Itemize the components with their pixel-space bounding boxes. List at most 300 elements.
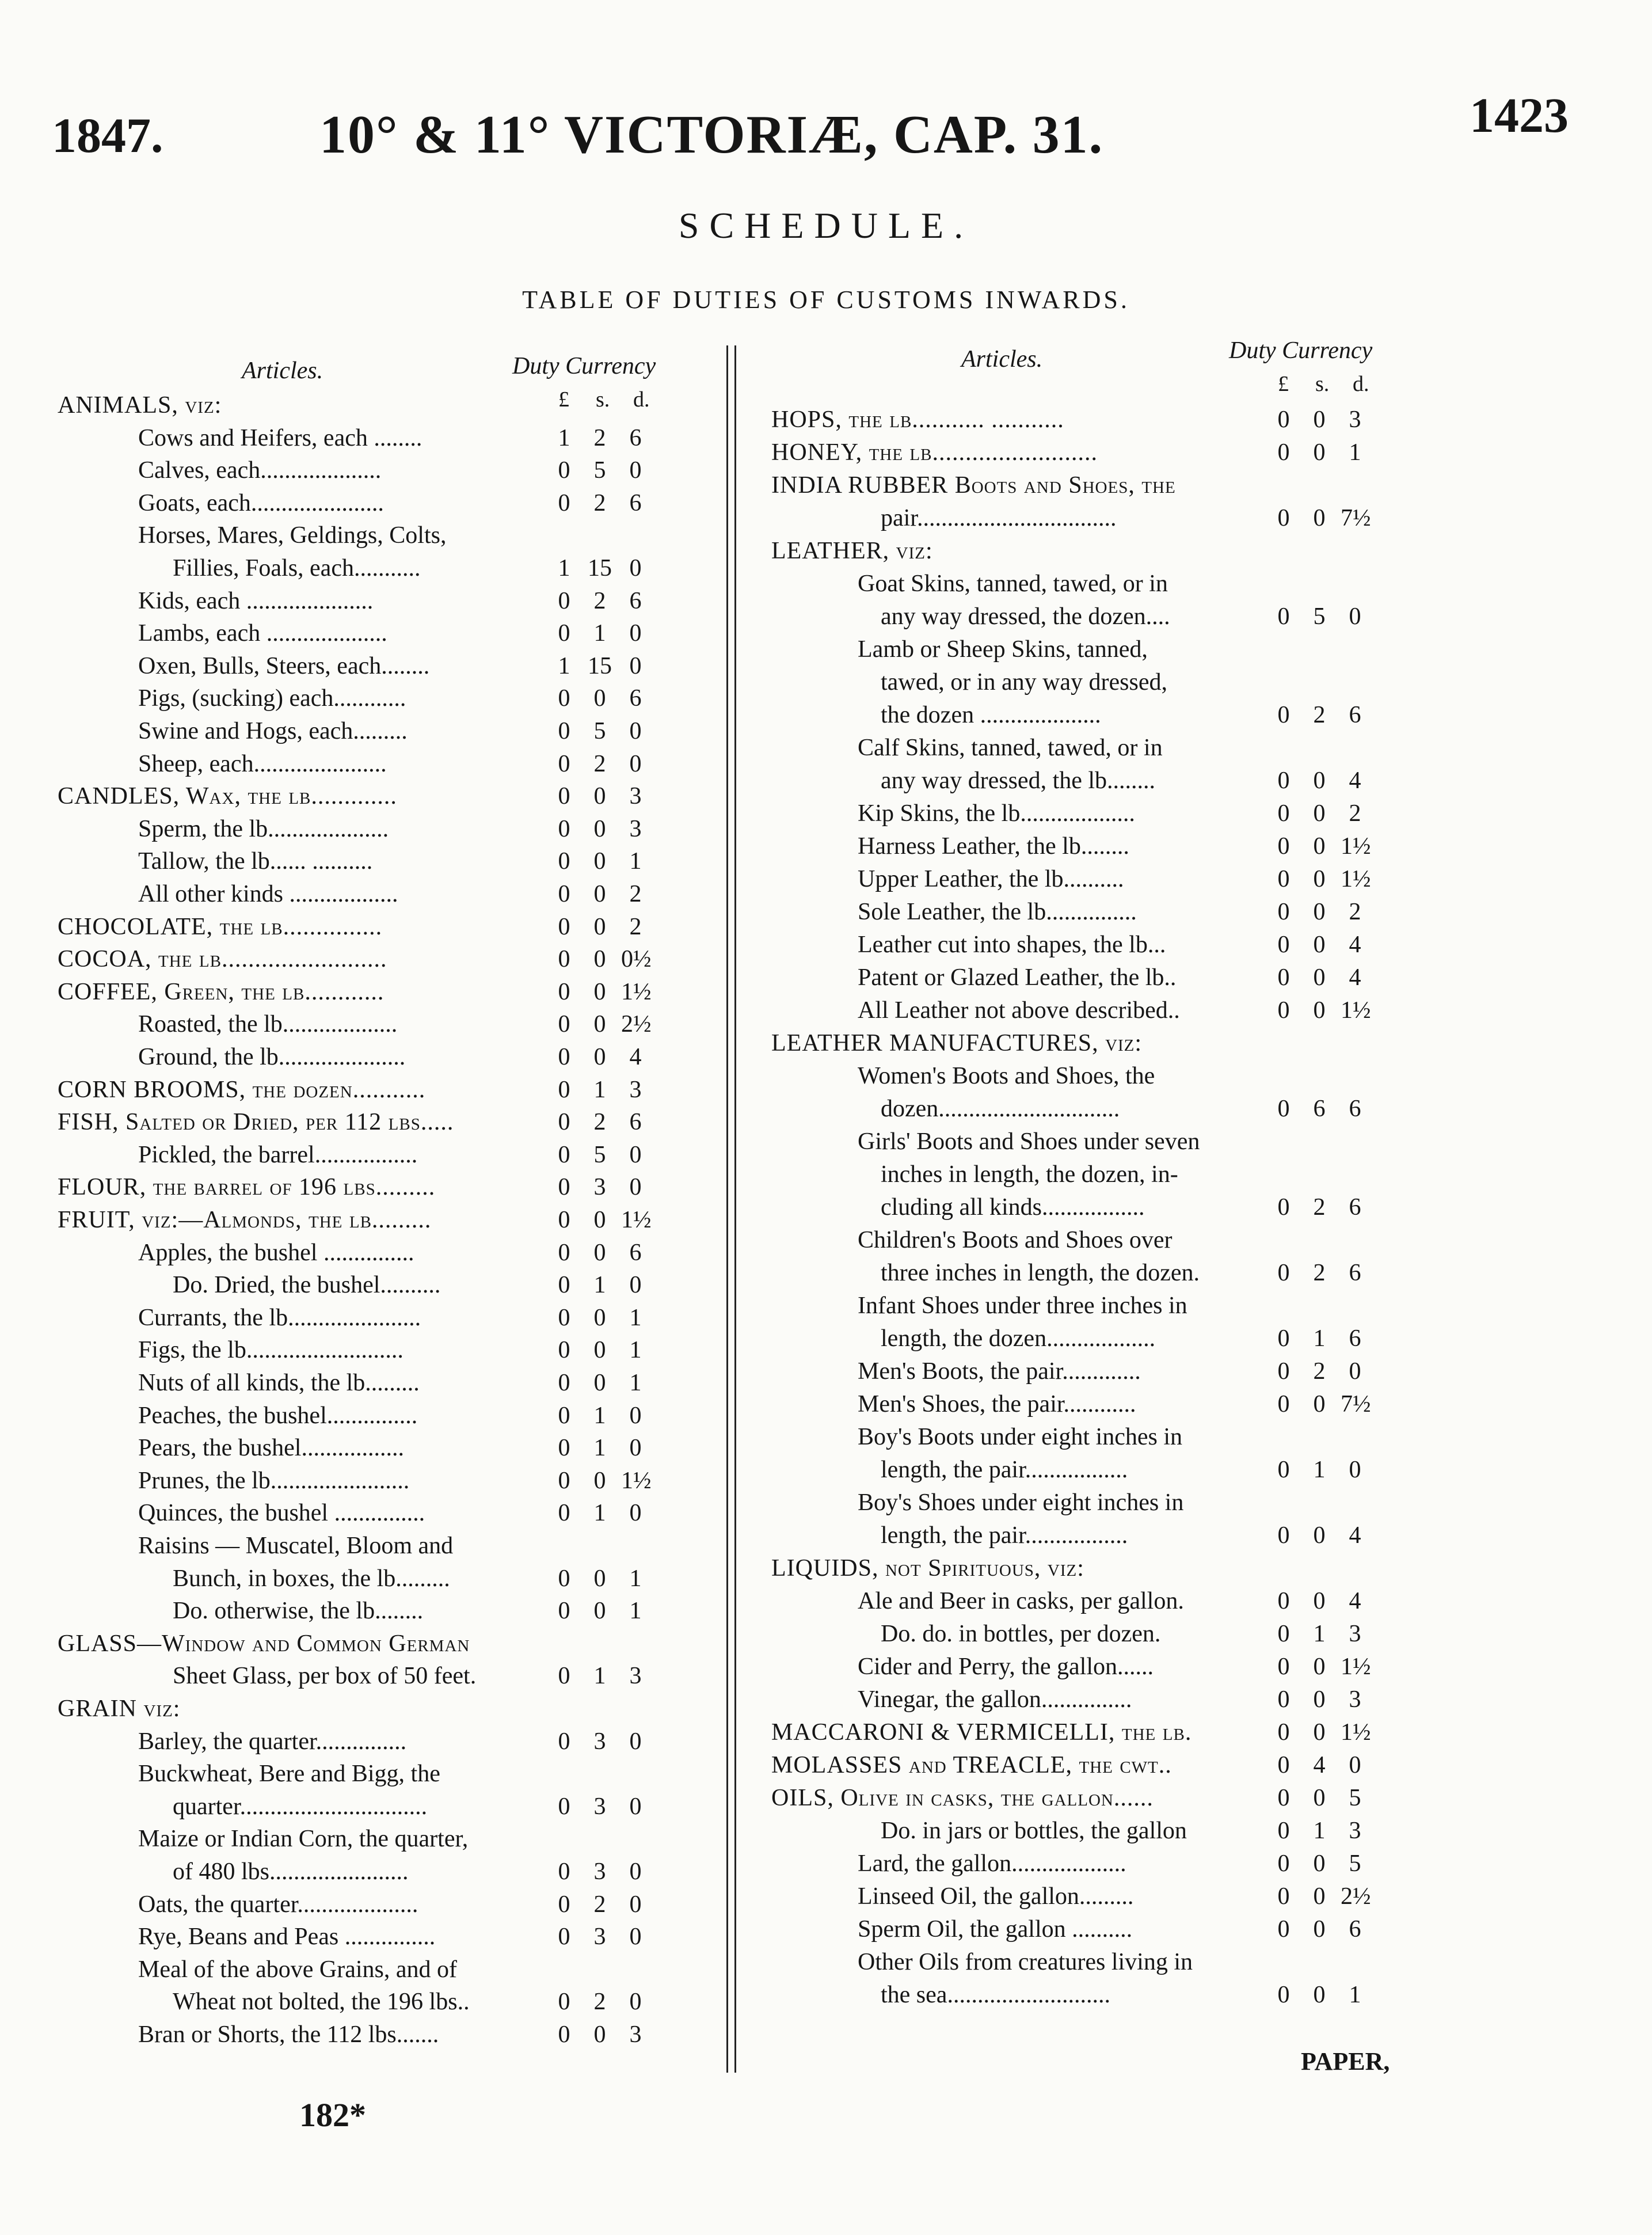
article-label: FLOUR, the barrel of 196 lbs......... [58,1174,436,1201]
duty-pounds: 0 [558,1435,570,1462]
duty-shillings: 4 [1313,1752,1326,1778]
article-label: Tallow, the lb...... .......... [138,848,373,875]
duty-pounds: 0 [1277,1194,1290,1221]
duty-shillings: 0 [1313,1785,1326,1811]
duty-pence: 6 [629,1109,642,1136]
article-label: Kids, each ..................... [138,587,374,614]
article-label: Roasted, the lb................... [138,1011,398,1038]
header-title: 10° & 11° VICTORIÆ, CAP. 31. [319,105,1104,165]
duty-pounds: 0 [558,2021,570,2048]
article-label: Cider and Perry, the gallon...... [858,1654,1154,1680]
duty-pence: 3 [629,783,642,810]
duty-shillings: 0 [593,978,606,1005]
duty-pounds: 0 [1277,1982,1290,2008]
unit-shillings: s. [1315,372,1330,396]
article-label: Lamb or Sheep Skins, tanned, [858,636,1148,663]
article-label: the dozen .................... [881,702,1101,728]
article-label: Apples, the bushel ............... [138,1239,414,1266]
duty-pounds: 0 [558,1891,570,1918]
duty-pence: 3 [1349,1621,1361,1647]
article-label: Do. do. in bottles, per dozen. [881,1621,1161,1647]
duty-shillings: 2 [593,1891,606,1918]
article-label: Patent or Glazed Leather, the lb.. [858,964,1177,991]
duty-pence: 3 [1349,406,1361,433]
duty-shillings: 5 [593,718,606,744]
duty-shillings: 5 [593,457,606,484]
article-label: Barley, the quarter............... [138,1728,407,1755]
article-label: Boy's Shoes under eight inches in [858,1489,1184,1516]
duty-shillings: 0 [593,1207,606,1233]
duty-pence: 3 [1349,1686,1361,1713]
article-label: FISH, Salted or Dried, per 112 lbs..... [58,1109,454,1136]
duty-pence: 6 [629,424,642,451]
duty-pounds: 0 [558,1565,570,1592]
duty-pence: 1 [629,1304,642,1331]
article-label: LIQUIDS, not Spirituous, viz: [771,1555,1084,1582]
article-label: any way dressed, the lb........ [881,767,1156,794]
duty-shillings: 1 [593,1435,606,1462]
duty-shillings: 15 [588,555,612,581]
duty-pence: 0 [629,620,642,647]
duty-pounds: 1 [558,424,570,451]
duty-pence: 1½ [1341,1654,1371,1680]
duty-pounds: 0 [1277,1850,1290,1877]
article-label: LEATHER, viz: [771,538,933,564]
duty-pence: 4 [1349,964,1361,991]
unit-pounds: £ [558,387,569,412]
duty-shillings: 0 [593,848,606,875]
duty-pence: 3 [629,2021,642,2048]
duty-shillings: 0 [593,1598,606,1625]
duty-shillings: 0 [1313,1719,1326,1746]
article-label: pair................................. [881,505,1117,531]
duty-pence: 4 [1349,1522,1361,1549]
article-label: Bunch, in boxes, the lb......... [173,1565,450,1592]
duty-pounds: 0 [1277,1883,1290,1910]
duty-shillings: 0 [1313,1982,1326,2008]
article-label: MOLASSES and TREACLE, the cwt.. [771,1752,1172,1778]
duty-pounds: 0 [558,1207,570,1233]
article-label: Leather cut into shapes, the lb... [858,932,1166,958]
duty-pounds: 0 [558,1272,570,1299]
article-label: any way dressed, the dozen.... [881,603,1170,630]
duty-shillings: 0 [1313,1686,1326,1713]
duty-pence: 1½ [1341,1719,1371,1746]
article-label: Women's Boots and Shoes, the [858,1063,1155,1089]
article-label: INDIA RUBBER Boots and Shoes, the [771,472,1176,499]
duty-shillings: 0 [593,946,606,973]
duty-pounds: 0 [1277,1752,1290,1778]
duty-shillings: 0 [593,1467,606,1494]
duty-pounds: 0 [558,1076,570,1103]
duty-pounds: 0 [558,1728,570,1755]
article-label: Meal of the above Grains, and of [138,1956,457,1983]
article-label: ANIMALS, viz: [58,392,222,419]
duty-shillings: 5 [593,1141,606,1168]
article-label: Sole Leather, the lb............... [858,899,1137,925]
duty-shillings: 0 [593,1011,606,1038]
duty-currency-heading: Duty Currency [512,353,656,379]
article-label: Peaches, the bushel............... [138,1402,418,1429]
duty-pence: 2½ [621,1011,652,1038]
duty-shillings: 1 [593,620,606,647]
duty-pence: 0 [629,750,642,777]
duty-shillings: 3 [593,1924,606,1951]
duty-pounds: 0 [1277,1621,1290,1647]
duty-pounds: 0 [558,1109,570,1136]
duty-shillings: 0 [1313,1916,1326,1943]
duty-pounds: 0 [558,978,570,1005]
duty-pence: 6 [629,685,642,712]
duty-shillings: 6 [1313,1096,1326,1122]
duty-shillings: 2 [1313,1260,1326,1286]
duty-shillings: 0 [593,815,606,842]
duty-pence: 0 [629,1174,642,1201]
article-label: MACCARONI & VERMICELLI, the lb. [771,1719,1192,1746]
duty-pounds: 0 [1277,1096,1290,1122]
duty-pence: 1½ [621,1467,652,1494]
duty-pounds: 0 [1277,833,1290,860]
duty-pounds: 0 [558,946,570,973]
article-label: Figs, the lb.......................... [138,1337,404,1364]
unit-pounds: £ [1278,372,1289,396]
schedule-title: SCHEDULE. [678,205,974,246]
duty-pounds: 0 [1277,1325,1290,1352]
article-label: the sea........................... [881,1982,1110,2008]
duty-shillings: 0 [1313,997,1326,1024]
duty-pounds: 0 [1277,1391,1290,1417]
duty-pence: 0 [1349,1752,1361,1778]
duty-shillings: 2 [1313,702,1326,728]
duty-pence: 0 [629,1924,642,1951]
article-label: Ground, the lb..................... [138,1044,406,1070]
article-label: Ale and Beer in casks, per gallon. [858,1588,1184,1614]
duty-pence: 5 [1349,1850,1361,1877]
duty-pounds: 0 [558,1467,570,1494]
duty-pounds: 0 [558,913,570,940]
duty-pence: 0 [629,1989,642,2016]
article-label: three inches in length, the dozen. [881,1260,1200,1286]
duty-pence: 0 [629,1500,642,1527]
duty-pounds: 0 [558,1924,570,1951]
article-label: Girls' Boots and Shoes under seven [858,1128,1200,1155]
articles-heading: Articles. [961,346,1043,372]
duty-pounds: 0 [1277,1818,1290,1844]
duty-pence: 0 [629,1858,642,1885]
duty-pence: 1½ [621,1207,652,1233]
article-label: Do. in jars or bottles, the gallon [881,1818,1187,1844]
duty-pence: 2½ [1341,1883,1371,1910]
article-label: Children's Boots and Shoes over [858,1227,1173,1253]
article-label: dozen.............................. [881,1096,1120,1122]
duty-pence: 0 [629,1272,642,1299]
duty-pence: 6 [1349,1260,1361,1286]
duty-pence: 0 [629,1435,642,1462]
duty-pence: 0 [629,1728,642,1755]
duty-pounds: 0 [558,1663,570,1690]
duty-pounds: 0 [1277,1522,1290,1549]
duty-pounds: 0 [558,685,570,712]
article-label: Harness Leather, the lb........ [858,833,1129,860]
article-label: Fillies, Foals, each........... [173,555,421,581]
duty-pence: 5 [1349,1785,1361,1811]
article-label: All other kinds .................. [138,881,398,907]
duty-shillings: 3 [593,1858,606,1885]
articles-heading: Articles. [242,358,323,384]
duty-pence: 0 [1349,1457,1361,1483]
duty-pence: 2 [1349,800,1361,827]
duty-pounds: 0 [558,587,570,614]
duty-pounds: 0 [558,1500,570,1527]
duty-pounds: 0 [1277,866,1290,892]
duty-pounds: 0 [1277,1457,1290,1483]
article-label: Goats, each...................... [138,489,384,516]
duty-pounds: 0 [558,1011,570,1038]
article-label: tawed, or in any way dressed, [881,669,1168,695]
article-label: Oats, the quarter.................... [138,1891,418,1918]
duty-pence: 0½ [621,946,652,973]
duty-shillings: 5 [1313,603,1326,630]
unit-pence: d. [633,387,650,412]
article-label: Men's Shoes, the pair............ [858,1391,1136,1417]
article-label: Buckwheat, Bere and Bigg, the [138,1761,440,1788]
duty-pence: 1½ [1341,833,1371,860]
article-label: cluding all kinds................. [881,1194,1145,1221]
duty-shillings: 0 [1313,800,1326,827]
duty-pounds: 0 [1277,964,1290,991]
article-label: Kip Skins, the lb................... [858,800,1135,827]
duty-shillings: 2 [593,424,606,451]
duty-pence: 0 [629,1402,642,1429]
article-label: COFFEE, Green, the lb............ [58,978,385,1005]
duty-shillings: 1 [593,1076,606,1103]
duty-pence: 6 [1349,1325,1361,1352]
duty-pounds: 0 [558,1598,570,1625]
duty-pounds: 0 [558,1989,570,2016]
duty-pounds: 0 [558,489,570,516]
duty-shillings: 0 [593,1565,606,1592]
duty-pounds: 0 [1277,800,1290,827]
duty-pounds: 0 [558,750,570,777]
duty-shillings: 0 [1313,833,1326,860]
duty-pounds: 0 [1277,1588,1290,1614]
article-label: Wheat not bolted, the 196 lbs.. [173,1989,470,2016]
unit-pence: d. [1353,372,1369,396]
duty-shillings: 0 [1313,964,1326,991]
article-label: Other Oils from creatures living in [858,1949,1193,1975]
article-label: OILS, Olive in casks, the gallon...... [771,1785,1154,1811]
duty-pounds: 0 [558,1858,570,1885]
article-label: Sperm Oil, the gallon .......... [858,1916,1133,1943]
duty-shillings: 0 [593,685,606,712]
duty-pence: 1 [629,1565,642,1592]
duty-pounds: 0 [1277,1785,1290,1811]
duty-pence: 6 [1349,1916,1361,1943]
article-label: quarter............................... [173,1793,428,1820]
article-label: COCOA, the lb......................... [58,946,387,973]
duty-shillings: 0 [1313,932,1326,958]
duty-pounds: 0 [558,1044,570,1070]
duty-currency-heading: Duty Currency [1229,337,1373,364]
duty-shillings: 0 [593,913,606,940]
article-label: Lard, the gallon................... [858,1850,1126,1877]
article-label: length, the dozen.................. [881,1325,1156,1352]
duty-pounds: 0 [1277,505,1290,531]
duty-pence: 3 [629,815,642,842]
article-label: Prunes, the lb....................... [138,1467,410,1494]
duty-shillings: 0 [1313,1654,1326,1680]
duty-shillings: 1 [1313,1621,1326,1647]
duty-pounds: 0 [558,783,570,810]
article-label: Nuts of all kinds, the lb......... [138,1370,420,1396]
duty-shillings: 1 [593,1272,606,1299]
duty-pence: 6 [629,587,642,614]
article-label: Linseed Oil, the gallon......... [858,1883,1134,1910]
duty-pence: 0 [629,1793,642,1820]
article-label: Raisins — Muscatel, Bloom and [138,1533,454,1559]
article-label: Infant Shoes under three inches in [858,1293,1187,1319]
duty-pounds: 0 [558,815,570,842]
duty-pence: 1½ [621,978,652,1005]
duty-shillings: 1 [1313,1325,1326,1352]
duty-pounds: 0 [558,718,570,744]
duty-pence: 0 [1349,603,1361,630]
article-label: Calf Skins, tanned, tawed, or in [858,735,1163,761]
article-label: Maize or Indian Corn, the quarter, [138,1826,469,1853]
article-label: HOPS, the lb........... ........... [771,406,1064,433]
duty-pence: 2 [1349,899,1361,925]
duty-pounds: 0 [1277,603,1290,630]
duty-shillings: 0 [593,2021,606,2048]
column-divider [734,345,736,2073]
article-label: Sheep, each...................... [138,750,387,777]
duty-pounds: 0 [1277,997,1290,1024]
duty-shillings: 0 [593,1239,606,1266]
article-label: Sperm, the lb.................... [138,815,389,842]
duty-pounds: 0 [1277,932,1290,958]
duty-shillings: 2 [593,489,606,516]
duty-shillings: 2 [593,750,606,777]
duty-pence: 6 [629,489,642,516]
article-label: Pickled, the barrel................. [138,1141,418,1168]
article-label: Horses, Mares, Geldings, Colts, [138,522,447,549]
header-page-number: 1423 [1470,88,1569,143]
duty-pence: 1½ [1341,866,1371,892]
article-label: Currants, the lb...................... [138,1304,421,1331]
article-label: Pigs, (sucking) each............ [138,685,406,712]
duty-shillings: 3 [593,1174,606,1201]
article-label: GRAIN viz: [58,1696,181,1722]
duty-pence: 0 [1349,1358,1361,1385]
duty-pence: 1 [1349,439,1361,466]
table-title: TABLE OF DUTIES OF CUSTOMS INWARDS. [522,286,1130,314]
article-label: Do. Dried, the bushel.......... [173,1272,441,1299]
article-label: length, the pair................. [881,1457,1128,1483]
duty-shillings: 0 [593,1044,606,1070]
duty-pounds: 0 [1277,1654,1290,1680]
duty-pence: 7½ [1341,1391,1371,1417]
article-label: of 480 lbs....................... [173,1858,409,1885]
duty-shillings: 1 [593,1663,606,1690]
article-label: Men's Boots, the pair............. [858,1358,1141,1385]
article-label: LEATHER MANUFACTURES, viz: [771,1030,1143,1056]
duty-pounds: 0 [558,1793,570,1820]
duty-shillings: 1 [593,1500,606,1527]
article-label: CHOCOLATE, the lb............... [58,913,383,940]
article-label: Oxen, Bulls, Steers, each........ [138,652,430,679]
duty-pounds: 0 [558,881,570,907]
duty-pounds: 0 [558,1370,570,1396]
article-label: Boy's Boots under eight inches in [858,1424,1183,1450]
duty-pounds: 0 [558,457,570,484]
article-label: Swine and Hogs, each......... [138,718,408,744]
duty-pence: 1½ [1341,997,1371,1024]
duty-pence: 1 [629,1598,642,1625]
duty-pence: 3 [1349,1818,1361,1844]
duty-shillings: 0 [593,1337,606,1364]
duty-pounds: 1 [558,555,570,581]
duty-pounds: 0 [558,620,570,647]
duty-shillings: 0 [593,1304,606,1331]
article-label: Goat Skins, tanned, tawed, or in [858,571,1168,597]
duty-shillings: 0 [1313,1522,1326,1549]
duty-shillings: 0 [593,783,606,810]
duty-pence: 3 [629,1076,642,1103]
unit-shillings: s. [596,387,610,412]
duty-shillings: 0 [593,1370,606,1396]
duty-shillings: 1 [593,1402,606,1429]
duty-shillings: 0 [593,881,606,907]
duty-pence: 1 [1349,1982,1361,2008]
duty-shillings: 0 [1313,406,1326,433]
duty-shillings: 0 [1313,899,1326,925]
duty-pounds: 0 [558,1304,570,1331]
duty-pounds: 0 [558,1174,570,1201]
duty-pounds: 0 [1277,702,1290,728]
duty-pounds: 0 [558,1337,570,1364]
article-label: Vinegar, the gallon............... [858,1686,1132,1713]
duty-pence: 0 [629,457,642,484]
duty-pence: 2 [629,913,642,940]
duty-shillings: 0 [1313,1883,1326,1910]
duty-pounds: 0 [558,1402,570,1429]
article-label: CANDLES, Wax, the lb............. [58,783,397,810]
duty-pounds: 0 [1277,1686,1290,1713]
duty-pounds: 0 [1277,1260,1290,1286]
duty-pounds: 0 [558,1141,570,1168]
article-label: Bran or Shorts, the 112 lbs....... [138,2021,439,2048]
article-label: HONEY, the lb......................... [771,439,1098,466]
article-label: Upper Leather, the lb.......... [858,866,1124,892]
duty-shillings: 2 [593,1989,606,2016]
duty-pence: 7½ [1341,505,1371,531]
duty-pence: 4 [1349,1588,1361,1614]
article-label: Pears, the bushel................. [138,1435,404,1462]
duty-pounds: 1 [558,652,570,679]
duty-pence: 6 [1349,1096,1361,1122]
duty-pence: 6 [1349,702,1361,728]
duty-shillings: 0 [1313,1850,1326,1877]
duty-pounds: 0 [1277,899,1290,925]
duty-pence: 2 [629,881,642,907]
duty-shillings: 0 [1313,439,1326,466]
article-label: Rye, Beans and Peas ............... [138,1924,436,1951]
article-label: GLASS—Window and Common German [58,1630,470,1657]
duty-pounds: 0 [1277,1358,1290,1385]
duty-shillings: 0 [1313,505,1326,531]
duty-pounds: 0 [1277,439,1290,466]
duty-pence: 0 [629,1141,642,1168]
